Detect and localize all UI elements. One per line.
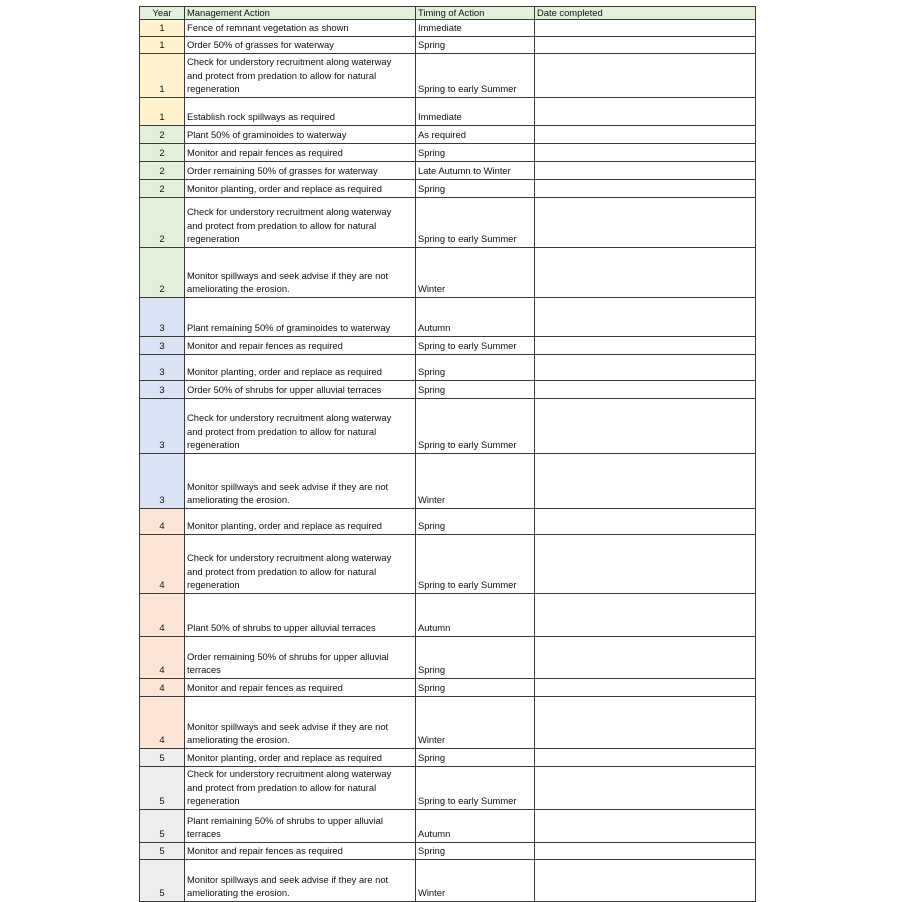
cell-management-action[interactable]: Establish rock spillways as required xyxy=(185,98,416,126)
cell-management-action[interactable]: Monitor planting, order and replace as required xyxy=(185,180,416,198)
cell-year[interactable]: 2 xyxy=(140,162,185,180)
cell-date-completed[interactable] xyxy=(535,298,756,337)
cell-year[interactable]: 5 xyxy=(140,749,185,767)
cell-date-completed[interactable] xyxy=(535,679,756,697)
cell-management-action[interactable]: Monitor spillways and seek advise if they are not ameliorating the erosion. xyxy=(185,697,416,749)
cell-date-completed[interactable] xyxy=(535,381,756,399)
table-header xyxy=(140,7,756,20)
cell-year[interactable]: 2 xyxy=(140,198,185,248)
table-row xyxy=(140,355,756,381)
cell-management-action[interactable]: Monitor and repair fences as required xyxy=(185,144,416,162)
cell-date-completed[interactable] xyxy=(535,842,756,859)
cell-year[interactable]: 2 xyxy=(140,144,185,162)
cell-timing-of-action[interactable]: Autumn xyxy=(416,298,535,337)
table-row xyxy=(140,298,756,337)
table-row xyxy=(140,144,756,162)
table-row xyxy=(140,637,756,679)
cell-year[interactable]: 4 xyxy=(140,594,185,637)
cell-year[interactable]: 3 xyxy=(140,355,185,381)
cell-management-action[interactable]: Order 50% of shrubs for upper alluvial terraces xyxy=(185,381,416,399)
cell-management-action[interactable]: Plant 50% of shrubs to upper alluvial terraces xyxy=(185,594,416,637)
cell-date-completed[interactable] xyxy=(535,162,756,180)
cell-date-completed[interactable] xyxy=(535,454,756,509)
cell-year[interactable]: 1 xyxy=(140,54,185,98)
header-management-action[interactable]: Management Action xyxy=(185,7,416,20)
cell-management-action[interactable]: Monitor planting, order and replace as required xyxy=(185,749,416,767)
cell-management-action[interactable]: Monitor spillways and seek advise if they are not ameliorating the erosion. xyxy=(185,248,416,298)
cell-date-completed[interactable] xyxy=(535,248,756,298)
cell-management-action[interactable]: Check for understory recruitment along waterway and protect from predation to allow for natural regeneration xyxy=(185,198,416,248)
cell-timing-of-action[interactable]: Late Autumn to Winter xyxy=(416,162,535,180)
table-row xyxy=(140,809,756,842)
cell-timing-of-action[interactable]: Autumn xyxy=(416,594,535,637)
table-body xyxy=(140,20,756,902)
cell-timing-of-action[interactable]: Winter xyxy=(416,859,535,901)
cell-timing-of-action[interactable]: Spring xyxy=(416,355,535,381)
cell-date-completed[interactable] xyxy=(535,749,756,767)
cell-timing-of-action[interactable]: Spring to early Summer xyxy=(416,54,535,98)
table-row xyxy=(140,509,756,535)
cell-management-action[interactable]: Order 50% of grasses for waterway xyxy=(185,37,416,54)
cell-management-action[interactable]: Monitor and repair fences as required xyxy=(185,842,416,859)
cell-management-action[interactable]: Monitor planting, order and replace as required xyxy=(185,355,416,381)
cell-timing-of-action[interactable]: Spring xyxy=(416,180,535,198)
cell-year[interactable]: 2 xyxy=(140,126,185,144)
table-row xyxy=(140,248,756,298)
cell-year[interactable]: 4 xyxy=(140,637,185,679)
cell-year[interactable]: 2 xyxy=(140,180,185,198)
cell-timing-of-action[interactable]: Spring xyxy=(416,749,535,767)
cell-year[interactable]: 5 xyxy=(140,859,185,901)
cell-timing-of-action[interactable]: Spring xyxy=(416,842,535,859)
cell-date-completed[interactable] xyxy=(535,594,756,637)
cell-timing-of-action[interactable]: Spring xyxy=(416,509,535,535)
cell-timing-of-action[interactable]: As required xyxy=(416,126,535,144)
cell-timing-of-action[interactable]: Spring xyxy=(416,37,535,54)
cell-year[interactable]: 5 xyxy=(140,767,185,810)
cell-year[interactable]: 3 xyxy=(140,381,185,399)
table-row xyxy=(140,454,756,509)
cell-management-action[interactable]: Check for understory recruitment along waterway and protect from predation to allow for natural regeneration xyxy=(185,535,416,594)
header-year[interactable]: Year xyxy=(140,7,185,20)
cell-management-action[interactable]: Monitor and repair fences as required xyxy=(185,337,416,355)
cell-date-completed[interactable] xyxy=(535,54,756,98)
cell-date-completed[interactable] xyxy=(535,767,756,810)
cell-timing-of-action[interactable]: Spring to early Summer xyxy=(416,535,535,594)
cell-year[interactable]: 1 xyxy=(140,37,185,54)
cell-year[interactable]: 4 xyxy=(140,509,185,535)
cell-management-action[interactable]: Monitor spillways and seek advise if they are not ameliorating the erosion. xyxy=(185,859,416,901)
cell-timing-of-action[interactable]: Spring xyxy=(416,144,535,162)
cell-year[interactable]: 1 xyxy=(140,20,185,37)
cell-management-action[interactable]: Order remaining 50% of shrubs for upper alluvial terraces xyxy=(185,637,416,679)
table-row xyxy=(140,679,756,697)
cell-year[interactable]: 3 xyxy=(140,454,185,509)
table-row xyxy=(140,767,756,810)
cell-timing-of-action[interactable]: Winter xyxy=(416,454,535,509)
cell-date-completed[interactable] xyxy=(535,98,756,126)
cell-timing-of-action[interactable]: Spring to early Summer xyxy=(416,399,535,454)
table-row xyxy=(140,54,756,98)
cell-date-completed[interactable] xyxy=(535,198,756,248)
table-row xyxy=(140,180,756,198)
header-timing-of-action[interactable]: Timing of Action xyxy=(416,7,535,20)
header-row xyxy=(140,7,756,20)
cell-timing-of-action[interactable]: Immediate xyxy=(416,20,535,37)
cell-timing-of-action[interactable]: Spring to early Summer xyxy=(416,767,535,810)
cell-timing-of-action[interactable]: Autumn xyxy=(416,809,535,842)
cell-year[interactable]: 4 xyxy=(140,679,185,697)
cell-management-action[interactable]: Check for understory recruitment along waterway and protect from predation to allow for natural regeneration xyxy=(185,767,416,810)
cell-timing-of-action[interactable]: Winter xyxy=(416,248,535,298)
cell-year[interactable]: 4 xyxy=(140,697,185,749)
cell-timing-of-action[interactable]: Spring xyxy=(416,679,535,697)
cell-management-action[interactable]: Plant remaining 50% of graminoides to waterway xyxy=(185,298,416,337)
header-date-completed[interactable]: Date completed xyxy=(535,7,756,20)
table-row xyxy=(140,859,756,901)
table-row xyxy=(140,126,756,144)
cell-year[interactable]: 3 xyxy=(140,399,185,454)
cell-timing-of-action[interactable]: Spring to early Summer xyxy=(416,198,535,248)
table-row xyxy=(140,98,756,126)
table-row xyxy=(140,20,756,37)
cell-timing-of-action[interactable]: Spring xyxy=(416,637,535,679)
table-row xyxy=(140,337,756,355)
cell-timing-of-action[interactable]: Spring to early Summer xyxy=(416,337,535,355)
cell-date-completed[interactable] xyxy=(535,144,756,162)
cell-date-completed[interactable] xyxy=(535,697,756,749)
cell-date-completed[interactable] xyxy=(535,37,756,54)
table-row xyxy=(140,594,756,637)
cell-year[interactable]: 3 xyxy=(140,298,185,337)
cell-management-action[interactable]: Monitor spillways and seek advise if they are not ameliorating the erosion. xyxy=(185,454,416,509)
cell-management-action[interactable]: Monitor planting, order and replace as required xyxy=(185,509,416,535)
cell-management-action[interactable]: Monitor and repair fences as required xyxy=(185,679,416,697)
cell-date-completed[interactable] xyxy=(535,337,756,355)
cell-timing-of-action[interactable]: Spring xyxy=(416,381,535,399)
cell-date-completed[interactable] xyxy=(535,859,756,901)
cell-date-completed[interactable] xyxy=(535,509,756,535)
table-row xyxy=(140,535,756,594)
cell-management-action[interactable]: Plant 50% of graminoides to waterway xyxy=(185,126,416,144)
table-row xyxy=(140,399,756,454)
management-schedule-table xyxy=(139,6,756,902)
table-row xyxy=(140,37,756,54)
cell-year[interactable]: 3 xyxy=(140,337,185,355)
table-row xyxy=(140,697,756,749)
cell-management-action[interactable]: Order remaining 50% of grasses for waterway xyxy=(185,162,416,180)
cell-year[interactable]: 2 xyxy=(140,248,185,298)
cell-timing-of-action[interactable]: Immediate xyxy=(416,98,535,126)
cell-date-completed[interactable] xyxy=(535,535,756,594)
table-row xyxy=(140,162,756,180)
cell-timing-of-action[interactable]: Winter xyxy=(416,697,535,749)
cell-date-completed[interactable] xyxy=(535,637,756,679)
cell-year[interactable]: 4 xyxy=(140,535,185,594)
table-row xyxy=(140,198,756,248)
cell-year[interactable]: 1 xyxy=(140,98,185,126)
cell-management-action[interactable]: Plant remaining 50% of shrubs to upper alluvial terraces xyxy=(185,809,416,842)
cell-management-action[interactable]: Check for understory recruitment along waterway and protect from predation to allow for natural regeneration xyxy=(185,54,416,98)
cell-date-completed[interactable] xyxy=(535,20,756,37)
cell-year[interactable]: 5 xyxy=(140,809,185,842)
table-row xyxy=(140,842,756,859)
table-row xyxy=(140,381,756,399)
cell-date-completed[interactable] xyxy=(535,809,756,842)
table-row xyxy=(140,749,756,767)
cell-management-action[interactable]: Check for understory recruitment along waterway and protect from predation to allow for natural regeneration xyxy=(185,399,416,454)
cell-date-completed[interactable] xyxy=(535,180,756,198)
cell-year[interactable]: 5 xyxy=(140,842,185,859)
cell-date-completed[interactable] xyxy=(535,126,756,144)
cell-management-action[interactable]: Fence of remnant vegetation as shown xyxy=(185,20,416,37)
cell-date-completed[interactable] xyxy=(535,399,756,454)
cell-date-completed[interactable] xyxy=(535,355,756,381)
